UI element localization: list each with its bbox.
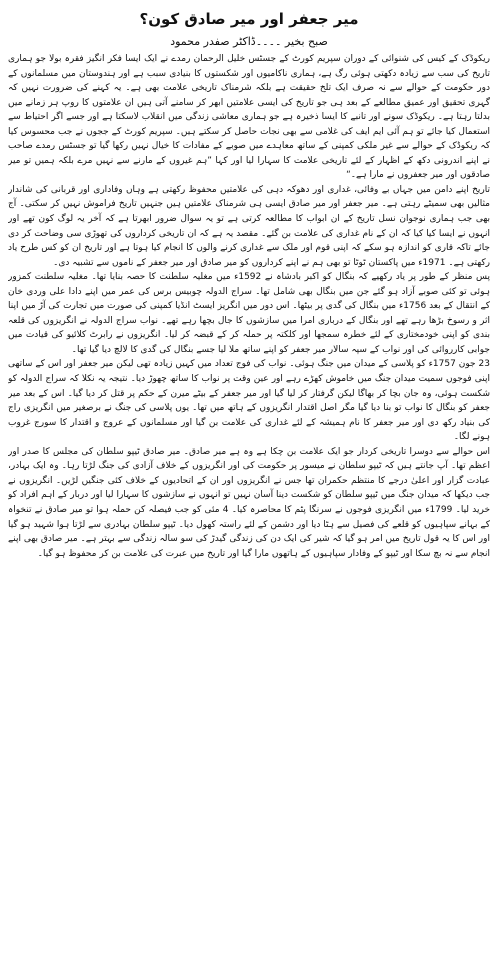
article-paragraph: ریکوڈک کے کیس کی شنوائی کے دوران سپریم کورٹ کے جسٹس خلیل الرحمان رمدے نے ایک ایسا فکر انگیز فقرہ بولا جو ہماری تاریخ کی سب سے زیادہ دکھتی ہوئی رگ ہے، ہماری ناکامیوں اور شکستوں کا بنیادی سبب ہے اور ہندوستان میں مسلمانوں کے دور حکومت کے حوالے سے نہ صرف ایک تلخ حقیقت ہے بلکہ شرمناک تاریخی علامت بھی ہے۔ یہ کہنے کی ضرورت نہیں کہ گہری تحقیق اور عمیق مطالعے کے بعد ہی جو تاریخ کی ایسی علامتیں ابھر کر سامنے آتی ہیں ان علامتوں کا روپ ہر زمانے میں بدلتا رہتا ہے۔ ریکوڈک سونے اور تانبے کا ایسا ذخیرہ ہے جو ہماری معاشی زندگی میں انقلاب لاسکتا ہے اور جسے اگر احتیاط سے استعمال کیا جائے تو ہم آئی ایم ایف کی غلامی سے بھی نجات حاصل کر سکتے ہیں۔ سپریم کورٹ کے ججوں نے جب محسوس کیا کہ ریکوڈک کے حوالے سے غیر ملکی کمپنی کے ساتھ معاہدے میں صوبے کے مفادات کا خیال نہیں رکھا گیا تو جسٹس رمدے صاحب نے اپنے اندرونی دکھ کے اظہار کے لئے تاریخی علامت کا سہارا لیا اور کہا ”ہم غیروں کے مارنے سے نہیں مرے بلکہ ہمیں تو میر صادقوں اور میر جعفروں نے مارا ہے۔“ xyxy=(8,54,490,181)
article-body xyxy=(8,52,490,958)
article-paragraph: تاریخ اپنے دامن میں جہاں بے وفائی، غداری اور دھوکہ دہی کی علامتیں محفوظ رکھتی ہے وہاں وفاداری اور قربانی کی شاندار مثالیں بھی سمیٹے رہتی ہے۔ میر جعفر اور میر صادق ایسی ہی شرمناک علامتیں ہیں جنہیں تاریخ فراموش نہیں کر سکتی۔ آج بھی جب ہماری نوجوان نسل تاریخ کے ان ابواب کا مطالعہ کرتی ہے تو یہ سوال ضرور ابھرتا ہے کہ آخر یہ لوگ کون تھے اور انہوں نے ایسا کیا کیا کہ ان کے نام غداری کی علامت بن گئے۔ مقصد یہ ہے کہ ان تاریخی کرداروں کی تھوڑی سی وضاحت کر دی جائے تاکہ قاری کو اندازہ ہو سکے کہ اپنی قوم اور ملک سے غداری کرنے والوں کا انجام کیا ہوتا ہے اور تاریخ ان کو کس طرح یاد رکھتی ہے۔ 1971ء میں پاکستان ٹوٹا تو بھی ہم نے اپنے کرداروں کو میر صادق اور میر جعفر کے ناموں سے تشبیہ دی۔ xyxy=(8,184,490,268)
article-byline: صبح بخیر ۔۔۔۔ڈاکٹر صفدر محمود xyxy=(170,35,328,48)
article-title: میر جعفر اور میر صادق کون؟ xyxy=(139,10,359,28)
article-paragraph: 23 جون 1757ء کو پلاسی کے میدان میں جنگ ہوئی۔ نواب کی فوج تعداد میں کہیں زیادہ تھی لیکن میر جعفر اور اس کے ساتھی اپنی فوجوں سمیت میدان جنگ میں خاموش کھڑے رہے اور عین وقت پر نواب کا ساتھ چھوڑ دیا۔ نتیجہ یہ نکلا کہ سراج الدولہ کو شکست ہوئی، وہ جان بچا کر بھاگا لیکن گرفتار کر لیا گیا اور میر جعفر کے بیٹے میرن کے حکم پر قتل کر دیا گیا۔ اس کے بعد میر جعفر کو بنگال کا نواب تو بنا دیا گیا مگر اصل اقتدار انگریزوں کے ہاتھ میں تھا۔ یوں پلاسی کی جنگ نے برصغیر میں انگریزی راج کی بنیاد رکھ دی اور میر جعفر کا نام ہمیشہ کے لئے غداری کی علامت بن گیا اور مسلمانوں کے عروج و اقتدار کا سورج غروب ہونے لگا۔ xyxy=(8,359,490,443)
article-paragraph: پس منظر کے طور پر یاد رکھیے کہ بنگال کو اکبر بادشاہ نے 1592ء میں مغلیہ سلطنت کا حصہ بنایا تھا۔ مغلیہ سلطنت کمزور ہوئی تو کئی صوبے آزاد ہو گئے جن میں بنگال بھی شامل تھا۔ سراج الدولہ چوبیس برس کی عمر میں اپنے دادا علی وردی خان کے انتقال کے بعد 1756ء میں بنگال کی گدی پر بیٹھا۔ اس دور میں انگریز ایسٹ انڈیا کمپنی کی صورت میں تجارت کی آڑ میں اپنا اثر و رسوخ بڑھا رہے تھے اور بنگال کے درباری امرا میں سازشوں کا جال بچھا رہے تھے۔ نواب سراج الدولہ نے انگریزوں کی قلعہ بندی کو اپنی خودمختاری کے لئے خطرہ سمجھا اور کلکتہ پر حملہ کر کے قبضہ کر لیا۔ انگریزوں نے رابرٹ کلائیو کی قیادت میں جوابی کارروائی کی اور نواب کے سپہ سالار میر جعفر کو اپنے ساتھ ملا لیا جسے بنگال کی گدی کا لالچ دیا گیا تھا۔ xyxy=(8,272,490,355)
article-paragraph: اس حوالے سے دوسرا تاریخی کردار جو ایک علامت بن چکا ہے وہ ہے میر صادق۔ میر صادق ٹیپو سلطان کی مجلس کا صدر اور اعظم تھا۔ آپ جانتے ہیں کہ ٹیپو سلطان نے میسور پر حکومت کی اور انگریزوں کے خلاف آزادی کی جنگ لڑتا رہا۔ وہ ایک بہادر، عبادت گزار اور اعلیٰ درجے کا منتظم حکمران تھا جس نے انگریزوں اور ان کے اتحادیوں کے خلاف کئی جنگیں لڑیں۔ انگریزوں نے جب دیکھا کہ میدان جنگ میں ٹیپو سلطان کو شکست دینا آسان نہیں تو انہوں نے سازشوں کا سہارا لیا اور دربار کے اہم افراد کو خرید لیا۔ 1799ء میں انگریزی فوجوں نے سرنگا پٹم کا محاصرہ کیا۔ 4 مئی کو جب فیصلہ کن حملہ ہوا تو میر صادق نے تنخواہ کے بہانے سپاہیوں کو قلعے کی فصیل سے ہٹا دیا اور دشمن کے لئے راستہ کھول دیا۔ ٹیپو سلطان بہادری سے لڑتا ہوا شہید ہو گیا اور اس کا یہ قول تاریخ میں امر ہو گیا کہ شیر کی ایک دن کی زندگی گیدڑ کی سو سالہ زندگی سے بہتر ہے۔ میر صادق بھی اپنے انجام سے نہ بچ سکا اور ٹیپو کے وفادار سپاہیوں کے ہاتھوں مارا گیا اور تاریخ میں عبرت کی علامت بن کر محفوظ ہو گیا۔ xyxy=(8,446,490,559)
